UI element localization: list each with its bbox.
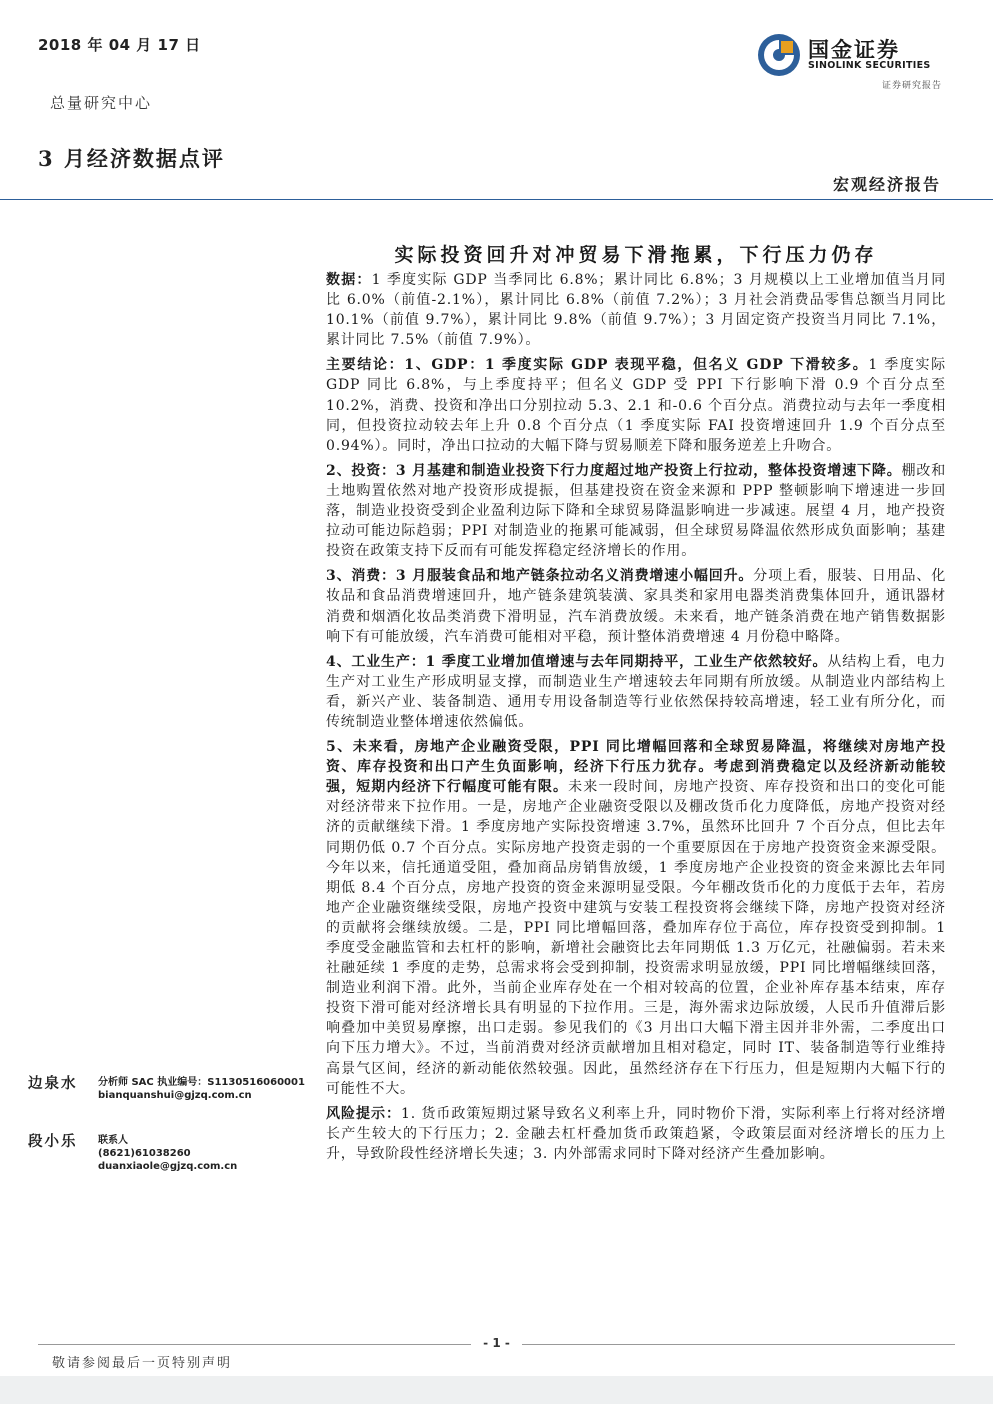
section-gdp: 主要结论：1、GDP：1 季度实际 GDP 表现平稳，但名义 GDP 下滑较多。1 季度实际 GDP 同比 6.8%，与上季度持平；但名义 GDP 受 PPI 下行影响下滑 0.9 个百分点至 10.2%，消费、投资和净出口分别拉动 5.3、2.1 和-0.6 个百分点。消费拉动与去年一季度相同，但投资拉动较去年上升 0.8 个百分点（1 季度实际 FAI 投资增速回升 1.9 个百分点至 0.94%）。同时，净出口拉动的大幅下降与贸易顺差下降和服务逆差上升吻合。 (326, 357, 946, 454)
section-industry: 4、工业生产：1 季度工业增加值增速与去年同期持平，工业生产依然较好。从结构上看，电力生产对工业生产形成明显支撑，而制造业生产增速较去年同期有所放缓。从制造业内部结构上看，新兴产业、装备制造、通用专用设备制造等行业依然保持较高增速，轻工业有所分化，而传统制造业整体增速依然偏低。 (326, 653, 947, 730)
company-logo (756, 30, 946, 94)
header-divider (0, 199, 993, 200)
section-consumption: 3、消费：3 月服装食品和地产链条拉动名义消费增速小幅回升。分项上看，服装、日用品、化妆品和食品消费增速回升，地产链条建筑装潢、家具类和家用电器类消费集体回升，通讯器材消费和烟酒化妆品类消费下滑明显，汽车消费放缓。未来看，地产链条消费在地产销售数据影响下有可能放缓，汽车消费可能相对平稳，预计整体消费增速 4 月份稳中略降。 (326, 568, 946, 645)
report-body (326, 270, 946, 1169)
analyst-name: 段小乐 (28, 1133, 78, 1150)
page-number: - 1 - (0, 1336, 993, 1350)
sinolink-logo-icon (756, 32, 802, 78)
analyst-info: 联系人 (8621)61038260 duanxiaole@gjzq.com.cn (98, 1135, 238, 1172)
analyst-email[interactable]: duanxiaole@gjzq.com.cn (98, 1161, 238, 1172)
analyst-item (28, 1072, 318, 1130)
headline: 实际投资回升对冲贸易下滑拖累，下行压力仍存 (394, 244, 878, 266)
section-outlook: 5、未来看，房地产企业融资受限，PPI 同比增幅回落和全球贸易降温，将继续对房地产投资、库存投资和出口产生负面影响，经济下行压力犹存。考虑到消费稳定以及经济新动能较强，短期内经济下行幅度可能有限。未来一段时间，房地产投资、库存投资和出口的变化可能对经济带来下拉作用。一是，房地产企业融资受限以及棚改货币化力度降低，房地产投资对经济的贡献继续下滑。1 季度房地产实际投资增速 3.7%，虽然环比回升 7 个百分点，但比去年同期仍低 0.7 个百分点。实际房地产投资走弱的一个重要原因在于房地产投资资金来源受限。今年以来，信托通道受阻，叠加商品房销售放缓，1 季度房地产企业投资的资金来源比去年同期低 8.4 个百分点，房地产投资的资金来源明显受限。今年棚改货币化的力度低于去年，若房地产企业融资继续受限，房地产投资中建筑与安装工程投资将会继续下降，房地产投资对经济的贡献将会继续放缓。二是，PPI 同比增幅回落，叠加库存位于高位，库存投资受到抑制。1 季度受金融监管和去杠杆的影响，新增社会融资比去年同期低 1.3 万亿元，社融偏弱。若未来社融延续 1 季度的走势，总需求将会受到抑制，投资需求明显放缓，PPI 同比增幅继续回落，制造业利润下滑。此外，当前企业库存处在一个相对较高的位置，企业补库存基本结束，库存投资下滑可能对经济增长具有明显的下拉作用。三是，海外需求边际放缓，人民币升值滞后影响叠加中美贸易摩擦，出口走弱。参见我们的《3 月出口大幅下滑主因并非外需，二季度出口向下压力增大》。不过，当前消费对经济贡献增加且相对稳定，同时 IT、装备制造等行业维持高景气区间，经济的新动能依然较强。因此，虽然经济存在下行压力，但是短期内大幅下行的可能性不大。 (326, 739, 946, 1097)
department-name: 总量研究中心 (50, 94, 153, 112)
logo-chinese-name: 国金证券 (808, 38, 900, 62)
footer-disclaimer: 敬请参阅最后一页特别声明 (52, 1356, 233, 1371)
section-investment: 2、投资：3 月基建和制造业投资下行力度超过地产投资上行拉动，整体投资增速下降。棚改和土地购置依然对地产投资形成提振，但基建投资在资金来源和 PPP 整顿影响下增速进一步回落，制造业投资受到企业盈利边际下降和全球贸易降温影响进一步减速。展望 4 月，地产投资拉动可能边际趋弱；PPI 对制造业的拖累可能减弱，但全球贸易降温依然形成负面影响；基建投资在政策支持下反而有可能发挥稳定经济增长的作用。 (326, 462, 946, 560)
section-risk: 风险提示：1. 货币政策短期过紧导致名义利率上升，同时物价下滑，实际利率上行将对经济增长产生较大的下行压力；2. 金融去杠杆叠加货币政策趋紧，令政策层面对经济增长的压力上升，导致阶段性经济增长失速；3. 内外部需求同时下降对经济产生叠加影响。 (326, 1105, 946, 1162)
section-data: 数据：1 季度实际 GDP 当季同比 6.8%；累计同比 6.8%；3 月规模以上工业增加值当月同比 6.0%（前值-2.1%），累计同比 6.8%（前值 7.2%）；3 月社会消费品零售总额当月同比 10.1%（前值 9.7%），累计同比 9.8%（前值 9.7%）；3 月固定资产投资当月同比 7.1%，累计同比 7.5%（前值 7.9%）。 (326, 272, 946, 349)
analyst-name: 边泉水 (28, 1075, 78, 1092)
logo-english-name: SINOLINK SECURITIES (808, 60, 931, 71)
report-date: 2018 年 04 月 17 日 (38, 36, 201, 54)
analyst-item (28, 1130, 318, 1188)
analyst-block (28, 1072, 318, 1188)
analyst-email[interactable]: bianquanshui@gjzq.com.cn (98, 1090, 252, 1101)
analyst-phone: (8621)61038260 (98, 1148, 191, 1159)
analyst-info: 分析师 SAC 执业编号：S1130516060001 bianquanshui@gjzq.com.cn (98, 1077, 305, 1101)
bottom-band (0, 1376, 993, 1404)
report-type: 宏观经济报告 (832, 175, 941, 194)
logo-subtitle: 证券研究报告 (881, 81, 942, 91)
document-title: 3 月经济数据点评 (38, 146, 225, 171)
